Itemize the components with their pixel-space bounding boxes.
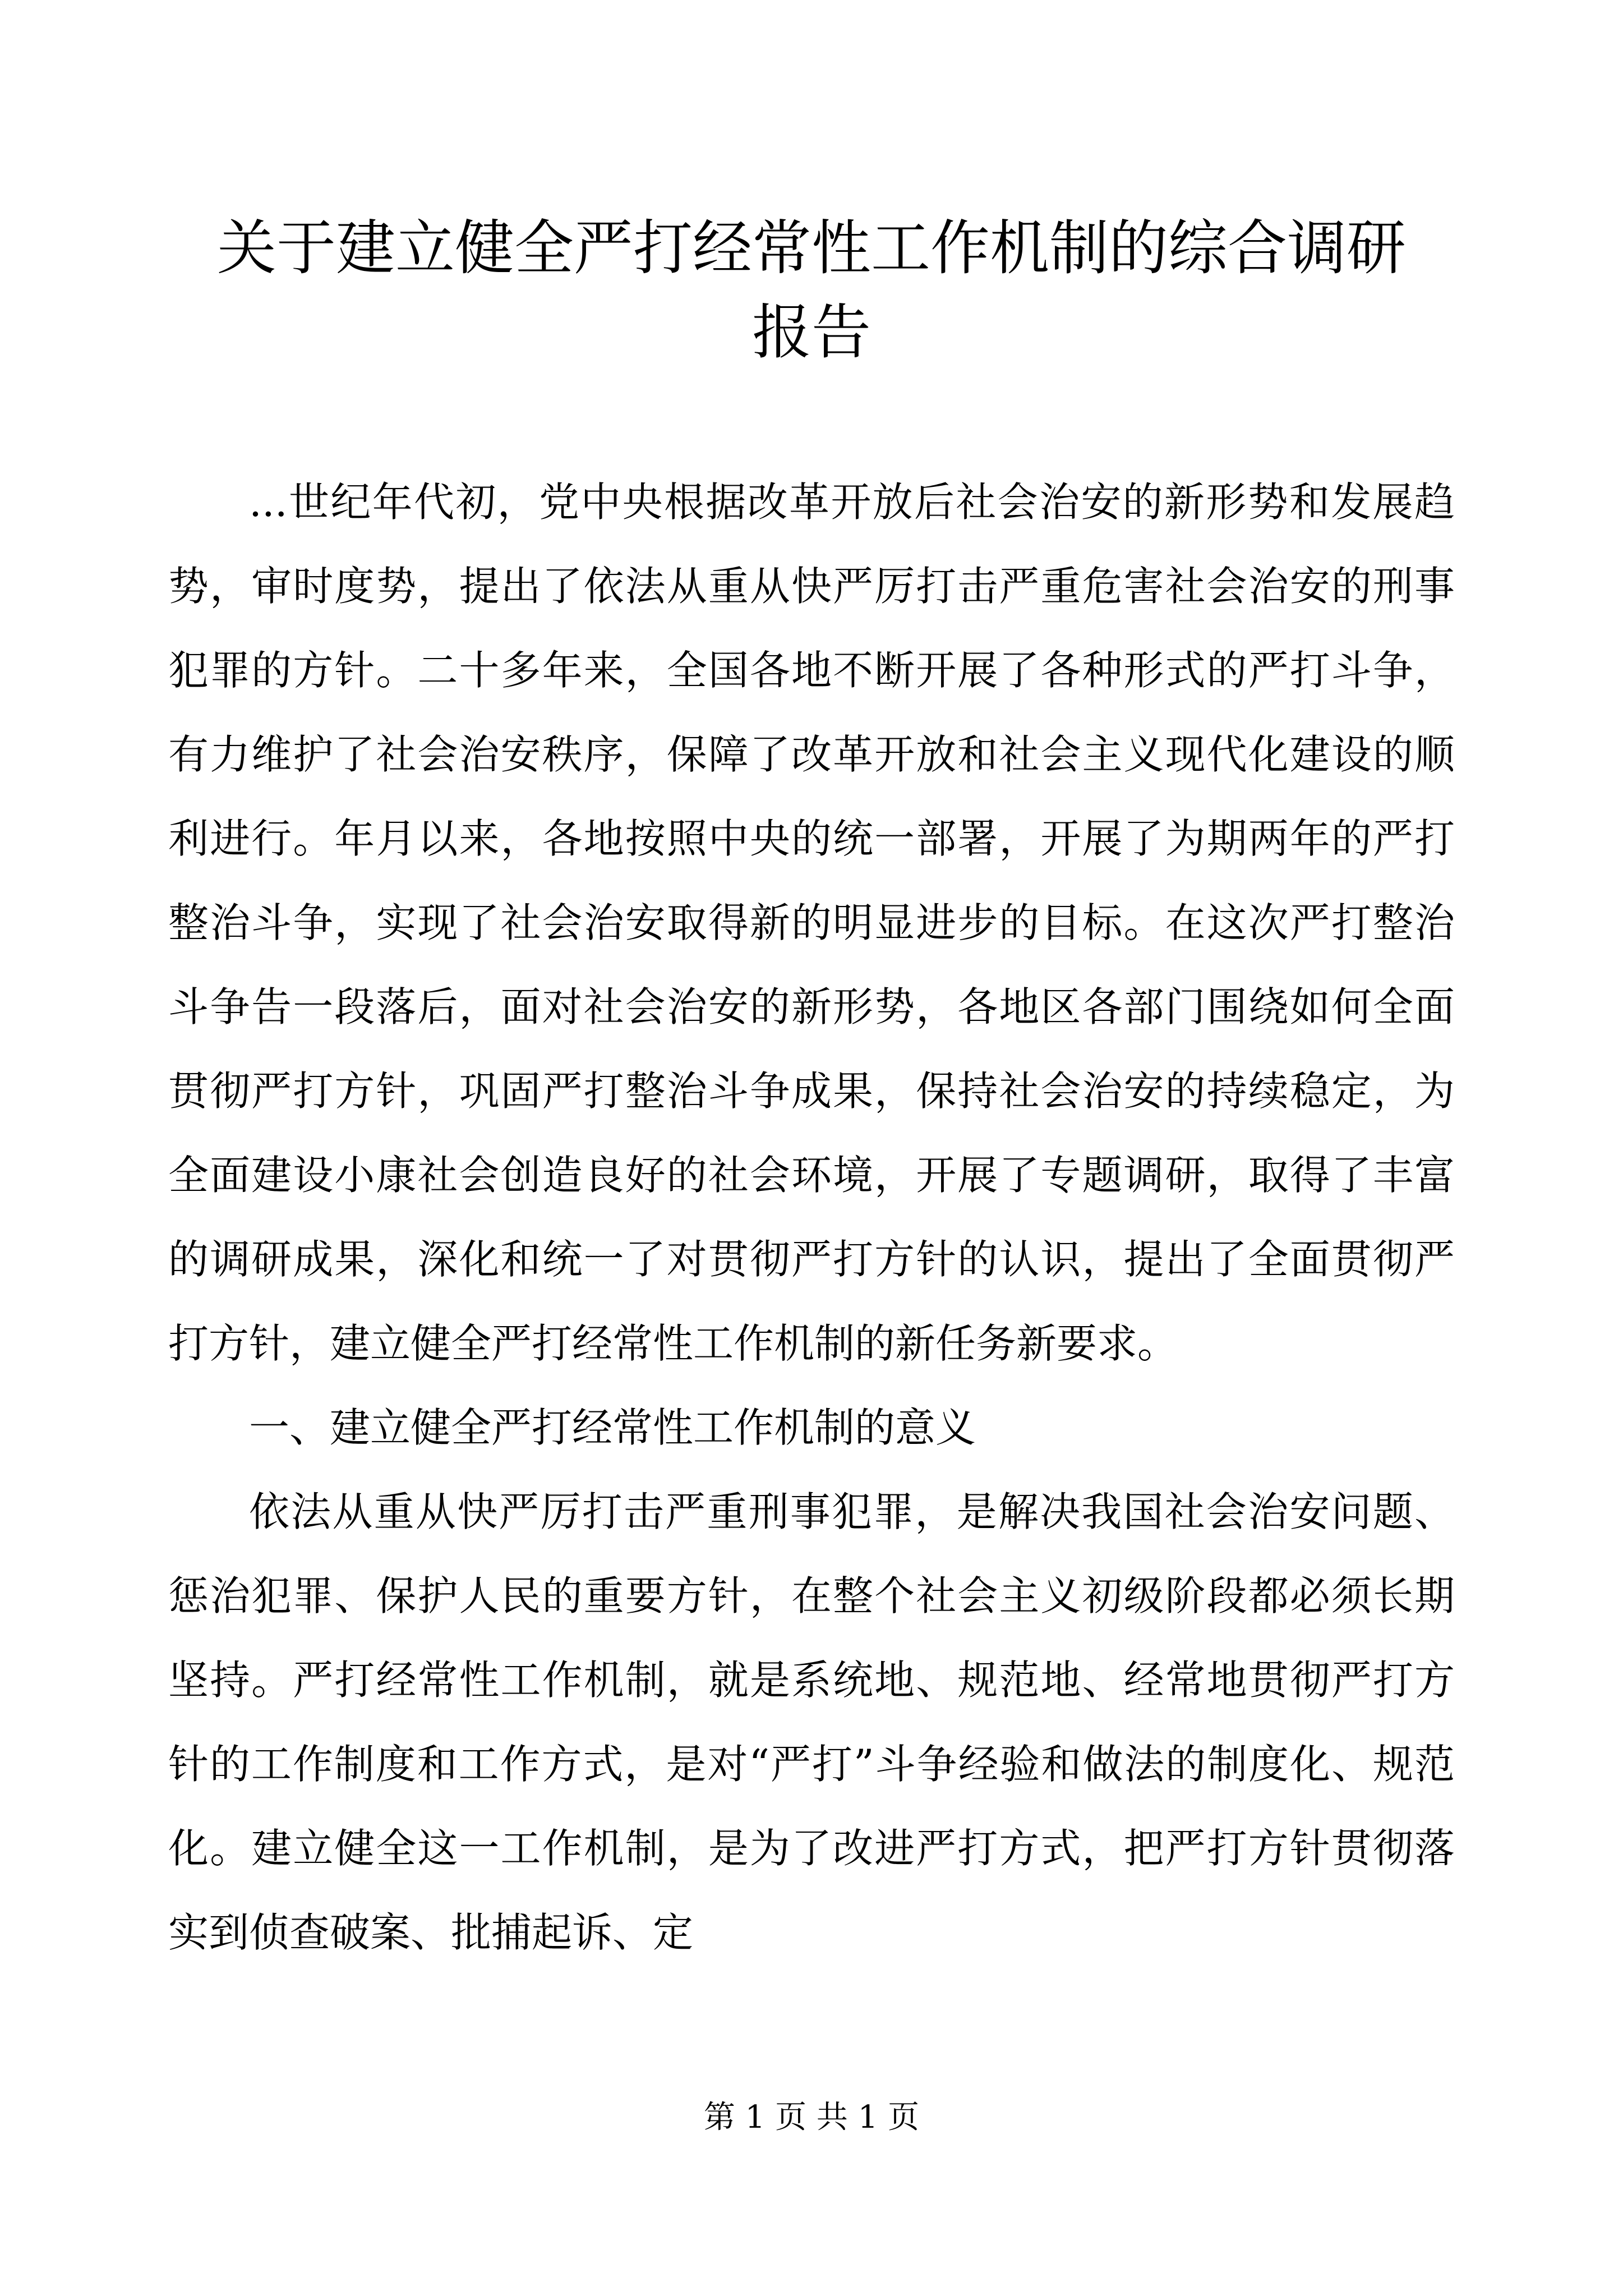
document-title	[168, 206, 1455, 375]
paragraph-intro: ...世纪年代初，党中央根据改革开放后社会治安的新形势和发展趋势，审时度势，提出了依法从重从快严厉打击严重危害社会治安的刑事犯罪的方针。二十多年来，全国各地不断开展了各种形式的严打斗争，有力维护了社会治安秩序，保障了改革开放和社会主义现代化建设的顺利进行。年月以来，各地按照中央的统一部署，开展了为期两年的严打整治斗争，实现了社会治安取得新的明显进步的目标。在这次严打整治斗争告一段落后，面对社会治安的新形势，各地区各部门围绕如何全面贯彻严打方针，巩固严打整治斗争成果，保持社会治安的持续稳定，为全面建设小康社会创造良好的社会环境，开展了专题调研，取得了丰富的调研成果，深化和统一了对贯彻严打方针的认识，提出了全面贯彻严打方针，建立健全严打经常性工作机制的新任务新要求。	[168, 478, 1455, 1367]
document-body	[168, 460, 1455, 1975]
page-footer: 第 1 页 共 1 页	[703, 2099, 920, 2136]
title-line-2: 报告	[752, 298, 871, 367]
paragraph-significance: 依法从重从快严厉打击严重刑事犯罪，是解决我国社会治安问题、惩治犯罪、保护人民的重要方针，在整个社会主义初级阶段都必须长期坚持。严打经常性工作机制，就是系统地、规范地、经常地贯彻严打方针的工作制度和工作方式，是对“严打”斗争经验和做法的制度化、规范化。建立健全这一工作机制，是为了改进严打方式，把严打方针贯彻落实到侦查破案、批捕起诉、定	[168, 1488, 1455, 1956]
section-heading: 一、建立健全严打经常性工作机制的意义	[249, 1404, 976, 1451]
title-line-1: 关于建立健全严打经常性工作机制的综合调研	[217, 214, 1406, 283]
